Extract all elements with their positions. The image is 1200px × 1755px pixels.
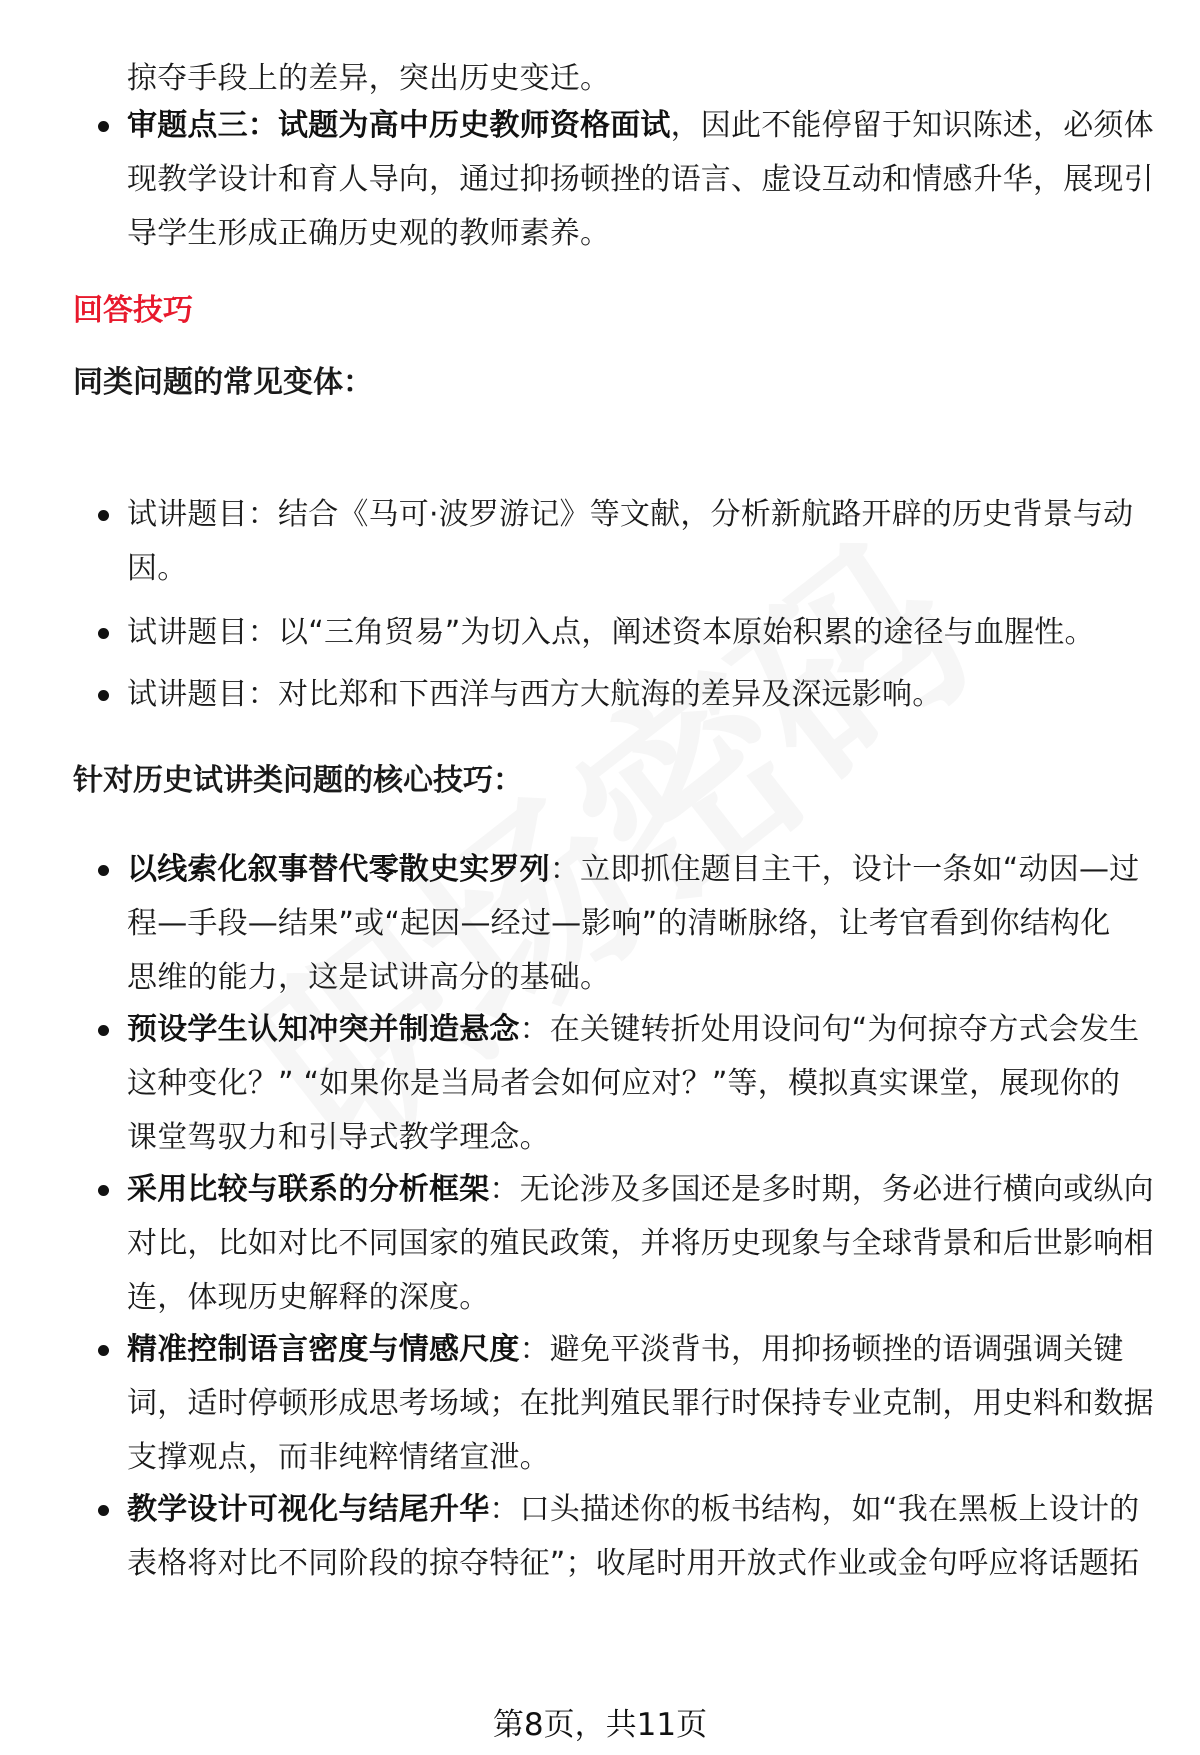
subheading-variants: 同类问题的常见变体： [73,365,373,400]
core-item-bold: 预设学生认知冲突并制造悬念 [127,1012,520,1047]
paragraph-line: 掠夺手段上的差异，突出历史变迁。 [127,61,611,96]
paragraph-line: 支撑观点，而非纯粹情绪宣泄。 [127,1440,550,1475]
paragraph-line: 连，体现历史解释的深度。 [127,1280,490,1315]
list-item-variant: 试讲题目：结合《马可·波罗游记》等文献，分析新航路开辟的历史背景与动 [127,497,1134,532]
paragraph-line: 课堂驾驭力和引导式教学理念。 [127,1120,550,1155]
bullet-icon [98,510,109,521]
core-item-bold: 以线索化叙事替代零散史实罗列 [127,852,550,887]
paragraph-line: 导学生形成正确历史观的教师素养。 [127,216,611,251]
paragraph-line: 思维的能力，这是试讲高分的基础。 [127,960,611,995]
paragraph-line: 对比，比如对比不同国家的殖民政策，并将历史现象与全球背景和后世影响相 [127,1226,1154,1261]
core-item-bold: 精准控制语言密度与情感尺度 [127,1332,520,1367]
bullet-icon [98,1345,109,1356]
point3-text: ，因此不能停留于知识陈述，必须体 [670,108,1154,143]
bullet-icon [98,121,109,132]
list-item-core [127,1169,1154,1211]
list-item-variant: 试讲题目：以“三角贸易”为切入点，阐述资本原始积累的途径与血腥性。 [127,615,1095,650]
point3-bold: 审题点三：试题为高中历史教师资格面试 [127,108,671,143]
paragraph-line: 表格将对比不同阶段的掠夺特征”；收尾时用开放式作业或金句呼应将话题拓 [127,1546,1140,1581]
core-item-text: ：在关键转折处用设问句“为何掠夺方式会发生 [519,1012,1140,1047]
list-item-core [127,1329,1124,1371]
core-item-bold: 采用比较与联系的分析框架 [127,1172,490,1207]
core-item-text: ：口头描述你的板书结构，如“我在黑板上设计的 [489,1492,1140,1527]
core-item-text: ：立即抓住题目主干，设计一条如“动因—过 [549,852,1140,887]
bullet-icon [98,690,109,701]
paragraph-line: 因。 [127,551,188,586]
paragraph-line: 现教学设计和育人导向，通过抑扬顿挫的语言、虚设互动和情感升华，展现引 [127,162,1154,197]
paragraph-line: 这种变化？” “如果你是当局者会如何应对？”等，模拟真实课堂，展现你的 [127,1066,1121,1101]
core-item-text: ：无论涉及多国还是多时期，务必进行横向或纵向 [489,1172,1154,1207]
list-item-variant: 试讲题目：对比郑和下西洋与西方大航海的差异及深远影响。 [127,677,943,712]
list-item-core [127,1009,1139,1051]
core-item-bold: 教学设计可视化与结尾升华 [127,1492,490,1527]
subheading-core-tips: 针对历史试讲类问题的核心技巧： [73,763,523,798]
bullet-icon [98,865,109,876]
list-item-core [127,1489,1139,1531]
page-number: 第8页，共11页 [492,1707,708,1743]
paragraph-line: 程—手段—结果”或“起因—经过—影响”的清晰脉络，让考官看到你结构化 [127,906,1111,941]
list-item-core [127,849,1139,891]
bullet-icon [98,1185,109,1196]
bullet-icon [98,1505,109,1516]
section-heading-tips: 回答技巧 [73,293,193,328]
core-item-text: ：避免平淡背书，用抑扬顿挫的语调强调关键 [519,1332,1124,1367]
paragraph-line: 词，适时停顿形成思考场域；在批判殖民罪行时保持专业克制，用史料和数据 [127,1386,1154,1421]
bullet-icon [98,628,109,639]
bullet-icon [98,1025,109,1036]
list-item-point3 [127,105,1154,147]
